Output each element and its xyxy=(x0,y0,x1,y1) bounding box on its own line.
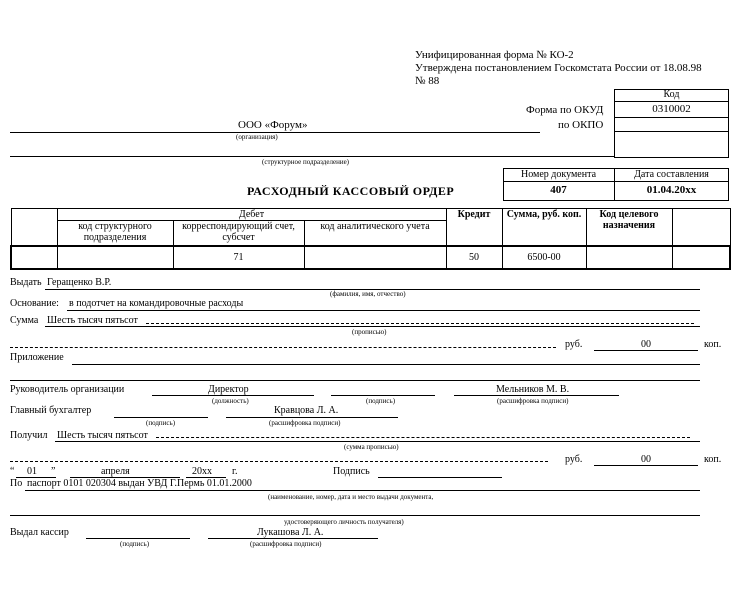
cashier-name-caption: (расшифровка подписи) xyxy=(250,540,322,548)
kop-value-2: 00 xyxy=(641,454,651,465)
sum-header: Сумма, руб. коп. xyxy=(502,209,586,246)
received-label: Получил xyxy=(10,430,48,441)
passport-label: По xyxy=(10,478,23,489)
head-name: Мельников М. В. xyxy=(496,384,570,395)
passport-caption-2: удостоверяющего личность получателя) xyxy=(284,518,404,526)
head-position: Директор xyxy=(208,384,249,395)
kop-label: коп. xyxy=(704,339,722,350)
kop-value: 00 xyxy=(641,339,651,350)
attachment-label: Приложение xyxy=(10,352,64,363)
doc-num-label: Номер документа xyxy=(520,169,597,180)
date-quote-open: “ xyxy=(10,466,15,477)
anal-header: код аналитического учета xyxy=(304,221,446,246)
sum-caption: (прописью) xyxy=(352,328,387,336)
rub-label: руб. xyxy=(565,339,583,350)
cashier-sign-caption: (подпись) xyxy=(120,540,150,548)
basis-label: Основание: xyxy=(10,298,59,309)
okud-value: 0310002 xyxy=(652,103,691,115)
okud-label: Форма по ОКУД xyxy=(526,104,604,116)
doc-num-value: 407 xyxy=(550,184,567,196)
cell-struct xyxy=(57,246,173,269)
received-caption: (сумма прописью) xyxy=(344,443,399,451)
cell-credit: 50 xyxy=(446,246,502,269)
okpo-label: по ОКПО xyxy=(558,119,604,131)
sum-label: Сумма xyxy=(10,315,39,326)
kop-label-2: коп. xyxy=(704,454,722,465)
cell-purpose xyxy=(586,246,672,269)
head-label: Руководитель организации xyxy=(10,384,125,395)
form-line-3: № 88 xyxy=(415,75,440,87)
division-caption: (структурное подразделение) xyxy=(262,158,350,166)
received-value: Шесть тысяч пятьсот xyxy=(57,430,148,441)
date-day: 01 xyxy=(27,466,37,477)
head-name-caption: (расшифровка подписи) xyxy=(497,397,569,405)
date-g: г. xyxy=(232,466,238,477)
cell-anal xyxy=(304,246,446,269)
head-position-caption: (должность) xyxy=(212,397,249,405)
corr-header: корреспондирующий счет, субсчет xyxy=(173,221,304,246)
cell-sum: 6500-00 xyxy=(502,246,586,269)
accountant-sign-caption: (подпись) xyxy=(146,419,176,427)
passport-value: паспорт 0101 020304 выдан УВД Г.Пермь 01.01.2000 xyxy=(27,478,252,489)
debet-table xyxy=(10,208,731,270)
codes-title: Код xyxy=(663,89,680,100)
passport-caption-1: (наименование, номер, дата и место выдачи документа, xyxy=(268,493,434,501)
doc-date-value: 01.04.20хх xyxy=(646,184,697,196)
form-line-1: Унифицированная форма № КО-2 xyxy=(415,49,574,61)
date-quote-close: ” xyxy=(51,466,56,477)
issue-value: Геращенко В.Р. xyxy=(47,277,112,288)
accountant-name: Кравцова Л. А. xyxy=(274,405,339,416)
cell-last xyxy=(672,246,730,269)
sum-value: Шесть тысяч пятьсот xyxy=(47,315,138,326)
accountant-name-caption: (расшифровка подписи) xyxy=(269,419,341,427)
cell-corr: 71 xyxy=(173,246,304,269)
cell-first xyxy=(11,246,57,269)
signature-label: Подпись xyxy=(333,466,370,477)
head-sign-caption: (подпись) xyxy=(366,397,396,405)
issue-caption: (фамилия, имя, отчество) xyxy=(330,290,406,298)
debet-header: Дебет xyxy=(57,209,446,221)
doc-title: РАСХОДНЫЙ КАССОВЫЙ ОРДЕР xyxy=(247,184,455,198)
org-name: ООО «Форум» xyxy=(238,119,308,131)
doc-date-label: Дата составления xyxy=(634,169,709,180)
cashier-label: Выдал кассир xyxy=(10,527,69,538)
struct-header: код структурного подразделения xyxy=(57,221,173,246)
date-month: апреля xyxy=(101,466,130,477)
basis-value: в подотчет на командировочные расходы xyxy=(69,298,244,309)
cashier-name: Лукашова Л. А. xyxy=(257,527,324,538)
org-caption: (организация) xyxy=(236,133,278,141)
credit-header: Кредит xyxy=(446,209,502,246)
issue-label: Выдать xyxy=(10,277,42,288)
purpose-header: Код целевого назначения xyxy=(586,209,672,246)
accountant-label: Главный бухгалтер xyxy=(10,405,92,416)
form-line-2: Утверждена постановлением Госкомстата России от 18.08.98 xyxy=(415,62,702,74)
date-year: 20хх xyxy=(192,466,212,477)
rub-label-2: руб. xyxy=(565,454,583,465)
